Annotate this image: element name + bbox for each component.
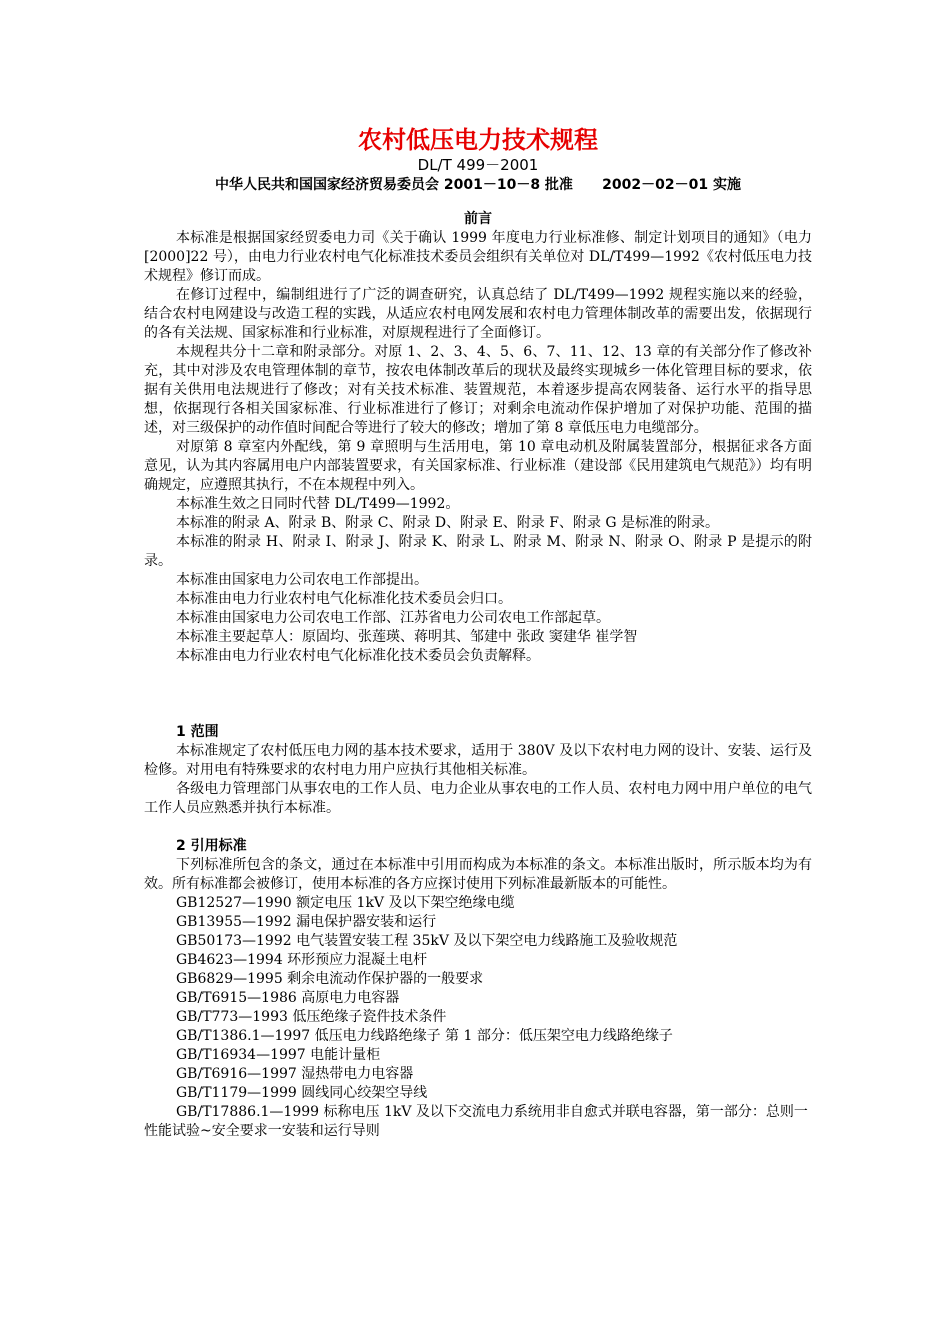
reference-item: GB/T17886.1—1999 标称电压 1kV 及以下交流电力系统用非自愈式并联电容器，第一部分：总则一性能试验~安全要求一安装和运行导则	[144, 1104, 808, 1139]
foreword-heading: 前言	[464, 211, 492, 227]
standard-code: DL/T 499－2001	[417, 156, 539, 174]
reference-item: GB4623—1994 环形预应力混凝土电杆	[176, 952, 428, 968]
paragraph: 本标准的附录 A、附录 B、附录 C、附录 D、附录 E、附录 F、附录 G 是标准的附录。	[176, 515, 720, 531]
paragraph: 本标准由国家电力公司农电工作部提出。	[176, 572, 428, 588]
paragraph: 本标准生效之日同时代替 DL/T499—1992。	[176, 496, 460, 512]
reference-item: GB/T1179—1999 圆线同心绞架空导线	[176, 1085, 428, 1101]
paragraph: 各级电力管理部门从事农电的工作人员、电力企业从事农电的工作人员、农村电力网中用户单位的电气工作人员应熟悉并执行本标准。	[144, 781, 812, 816]
reference-item: GB/T16934—1997 电能计量柜	[176, 1047, 381, 1063]
reference-item: GB13955—1992 漏电保护器安装和运行	[176, 914, 437, 930]
paragraph: 本标准由电力行业农村电气化标准化技术委员会负责解释。	[176, 648, 540, 664]
paragraph: 在修订过程中，编制组进行了广泛的调查研究，认真总结了 DL/T499—1992 规程实施以来的经验，结合农村电网建设与改造工程的实践，从适应农村电网发展和农村电力管理体制改革的需要出发，依据现行的各有关法规、国家标准和行业标准，对原规程进行了全面修订。	[144, 287, 812, 341]
reference-item: GB50173—1992 电气装置安装工程 35kV 及以下架空电力线路施工及验收规范	[176, 933, 678, 949]
approval-line: 中华人民共和国国家经济贸易委员会 2001－10－8 批准 2002－02－01 实施	[215, 177, 741, 193]
document-title: 农村低压电力技术规程	[358, 126, 598, 154]
section-2-heading: 2 引用标准	[176, 838, 247, 854]
paragraph: 本标准是根据国家经贸委电力司《关于确认 1999 年度电力行业标准修、制定计划项目的通知》（电力[2000]22 号），由电力行业农村电气化标准技术委员会组织有关单位对 DL/T499—1992《农村低压电力技术规程》修订而成。	[144, 230, 812, 284]
paragraph: 本标准主要起草人：原固均、张莲瑛、蒋明其、邹建中 张政 窦建华 崔学智	[176, 629, 638, 645]
paragraph: 本标准由国家电力公司农电工作部、江苏省电力公司农电工作部起草。	[176, 610, 610, 626]
reference-item: GB/T1386.1—1997 低压电力线路绝缘子 第 1 部分：低压架空电力线路绝缘子	[176, 1028, 673, 1044]
reference-item: GB6829—1995 剩余电流动作保护器的一般要求	[176, 971, 484, 987]
paragraph: 本规程共分十二章和附录部分。对原 1、2、3、4、5、6、7、11、12、13 章的有关部分作了修改补充，其中对涉及农电管理体制的章节，按农电体制改革后的现状及最终实现城乡一体化管理目标的要求，依据有关供用电法规进行了修改；对有关技术标准、装置规范，本着逐步提高农网装备、运行水平的指导思想，依据现行各相关国家标准、行业标准进行了修订；对剩余电流动作保护增加了对保护功能、范围的描述，对三级保护的动作值时间配合等进行了较大的修改；增加了第 8 章低压电力电缆部分。	[144, 344, 812, 436]
paragraph: 本标准的附录 H、附录 I、附录 J、附录 K、附录 L、附录 M、附录 N、附录 O、附录 P 是提示的附录。	[144, 534, 812, 569]
foreword-body	[144, 229, 812, 666]
document-page	[144, 124, 812, 1141]
reference-item: GB/T6915—1986 高原电力电容器	[176, 990, 400, 1006]
reference-list	[144, 894, 812, 1141]
section-1-heading: 1 范围	[176, 724, 219, 740]
paragraph: 对原第 8 章室内外配线，第 9 章照明与生活用电，第 10 章电动机及附属装置部分，根据征求各方面意见，认为其内容属用电户内部装置要求，有关国家标准、行业标准（建设部《民用建筑电气规范》）均有明确规定，应遵照其执行，不在本规程中列入。	[144, 439, 812, 493]
reference-item: GB/T6916—1997 湿热带电力电容器	[176, 1066, 414, 1082]
reference-item: GB/T773—1993 低压绝缘子瓷件技术条件	[176, 1009, 447, 1025]
paragraph: 本标准由电力行业农村电气化标准化技术委员会归口。	[176, 591, 512, 607]
reference-item: GB12527—1990 额定电压 1kV 及以下架空绝缘电缆	[176, 895, 515, 911]
paragraph: 本标准规定了农村低压电力网的基本技术要求，适用于 380V 及以下农村电力网的设计、安装、运行及检修。对用电有特殊要求的农村电力用户应执行其他相关标准。	[144, 743, 812, 778]
paragraph: 下列标准所包含的条文，通过在本标准中引用而构成为本标准的条文。本标准出版时，所示版本均为有效。所有标准都会被修订，使用本标准的各方应探讨使用下列标准最新版本的可能性。	[144, 857, 812, 892]
